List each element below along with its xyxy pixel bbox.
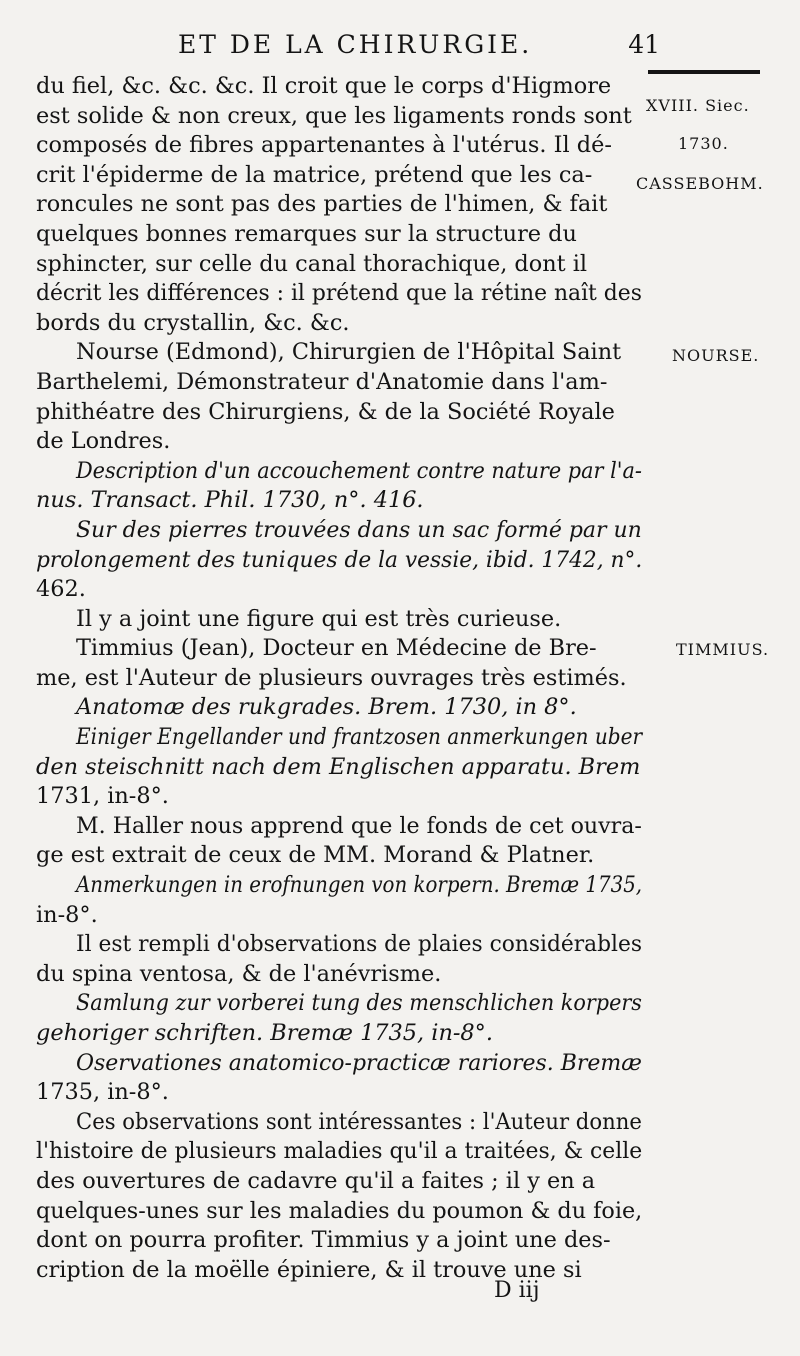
text-line: des ouvertures de cadavre qu'il a faites ; il y en a xyxy=(36,1167,596,1194)
text-line: du fiel, &c. &c. &c. Il croit que le corps d'Higmore xyxy=(36,73,612,99)
margin-note-century: XVIII. Siec. xyxy=(646,96,750,115)
header-rule xyxy=(648,70,760,74)
text-line: composés de fibres appartenantes à l'utérus. Il dé- xyxy=(36,132,612,159)
text-line: den steischnitt nach dem Englischen apparatu. Brem xyxy=(36,753,641,780)
text-line: crit l'épiderme de la matrice, prétend que les ca- xyxy=(36,161,593,188)
text-line: Ces observations sont intéressantes : l'Auteur donne xyxy=(76,1108,642,1135)
margin-note-cassebohm: CASSEBOHM. xyxy=(636,174,764,193)
text-line: Oservationes anatomico-practicæ rariores. Bremæ xyxy=(76,1049,642,1076)
body-text xyxy=(36,72,642,1285)
margin-note-nourse: NOURSE. xyxy=(672,346,760,365)
text-line: ge est extrait de ceux de MM. Morand & Platner. xyxy=(36,842,595,869)
text-line: du spina ventosa, & de l'anévrisme. xyxy=(36,960,442,987)
text-line: Anmerkungen in erofnungen von korpern. Bremæ 1735, xyxy=(76,872,643,899)
text-line: Samlung zur vorberei tung des menschlichen korpers xyxy=(76,990,642,1017)
page-number: 41 xyxy=(628,30,660,59)
signature-mark: D iij xyxy=(494,1278,540,1303)
text-line: est solide & non creux, que les ligaments ronds sont xyxy=(36,102,632,129)
text-line: nus. Transact. Phil. 1730, n°. 416. xyxy=(36,487,424,514)
text-line: dont on pourra profiter. Timmius y a joint une des- xyxy=(36,1227,611,1254)
margin-note-year: 1730. xyxy=(678,134,729,153)
text-line: Timmius (Jean), Docteur en Médecine de Bre- xyxy=(76,635,597,662)
text-line: 462. xyxy=(36,576,86,603)
text-line: cription de la moëlle épiniere, & il trouve une si xyxy=(36,1256,582,1283)
text-line: sphincter, sur celle du canal thorachique, dont il xyxy=(36,250,588,277)
text-line: Il y a joint une figure qui est très curieuse. xyxy=(76,605,562,632)
text-line: phithéatre des Chirurgiens, & de la Société Royale xyxy=(36,398,615,425)
text-line: in-8°. xyxy=(36,901,98,928)
text-line: décrit les différences : il prétend que la rétine naît des xyxy=(36,280,642,307)
text-line: 1731, in-8°. xyxy=(36,783,169,810)
margin-note-timmius: TIMMIUS. xyxy=(676,640,770,659)
text-line: Einiger Engellander und frantzosen anmerkungen uber xyxy=(76,724,643,751)
text-line: bords du crystallin, &c. &c. xyxy=(36,309,350,336)
text-line: roncules ne sont pas des parties de l'himen, & fait xyxy=(36,191,608,218)
text-line: de Londres. xyxy=(36,428,171,455)
text-line: Anatomæ des rukgrades. Brem. 1730, in 8°. xyxy=(76,694,577,721)
text-line: Il est rempli d'observations de plaies considérables xyxy=(76,931,642,958)
text-line: Barthelemi, Démonstrateur d'Anatomie dans l'am- xyxy=(36,368,608,395)
text-line: quelques-unes sur les maladies du poumon & du foie, xyxy=(36,1197,643,1224)
text-line: Sur des pierres trouvées dans un sac formé par un xyxy=(76,516,642,543)
text-line: quelques bonnes remarques sur la structure du xyxy=(36,220,577,247)
text-line: l'histoire de plusieurs maladies qu'il a traitées, & celle xyxy=(36,1138,643,1165)
text-line: prolongement des tuniques de la vessie, ibid. 1742, n°. xyxy=(36,546,643,573)
text-line: gehoriger schriften. Bremæ 1735, in-8°. xyxy=(36,1020,493,1046)
text-line: Description d'un accouchement contre nature par l'a- xyxy=(76,457,642,484)
running-title: ET DE LA CHIRURGIE. xyxy=(177,30,533,59)
text-line: me, est l'Auteur de plusieurs ouvrages très estimés. xyxy=(36,664,627,691)
text-line: 1735, in-8°. xyxy=(36,1079,169,1106)
text-line: Nourse (Edmond), Chirurgien de l'Hôpital Saint xyxy=(76,339,622,366)
running-head xyxy=(100,30,660,59)
text-line: M. Haller nous apprend que le fonds de cet ouvra- xyxy=(76,812,642,839)
